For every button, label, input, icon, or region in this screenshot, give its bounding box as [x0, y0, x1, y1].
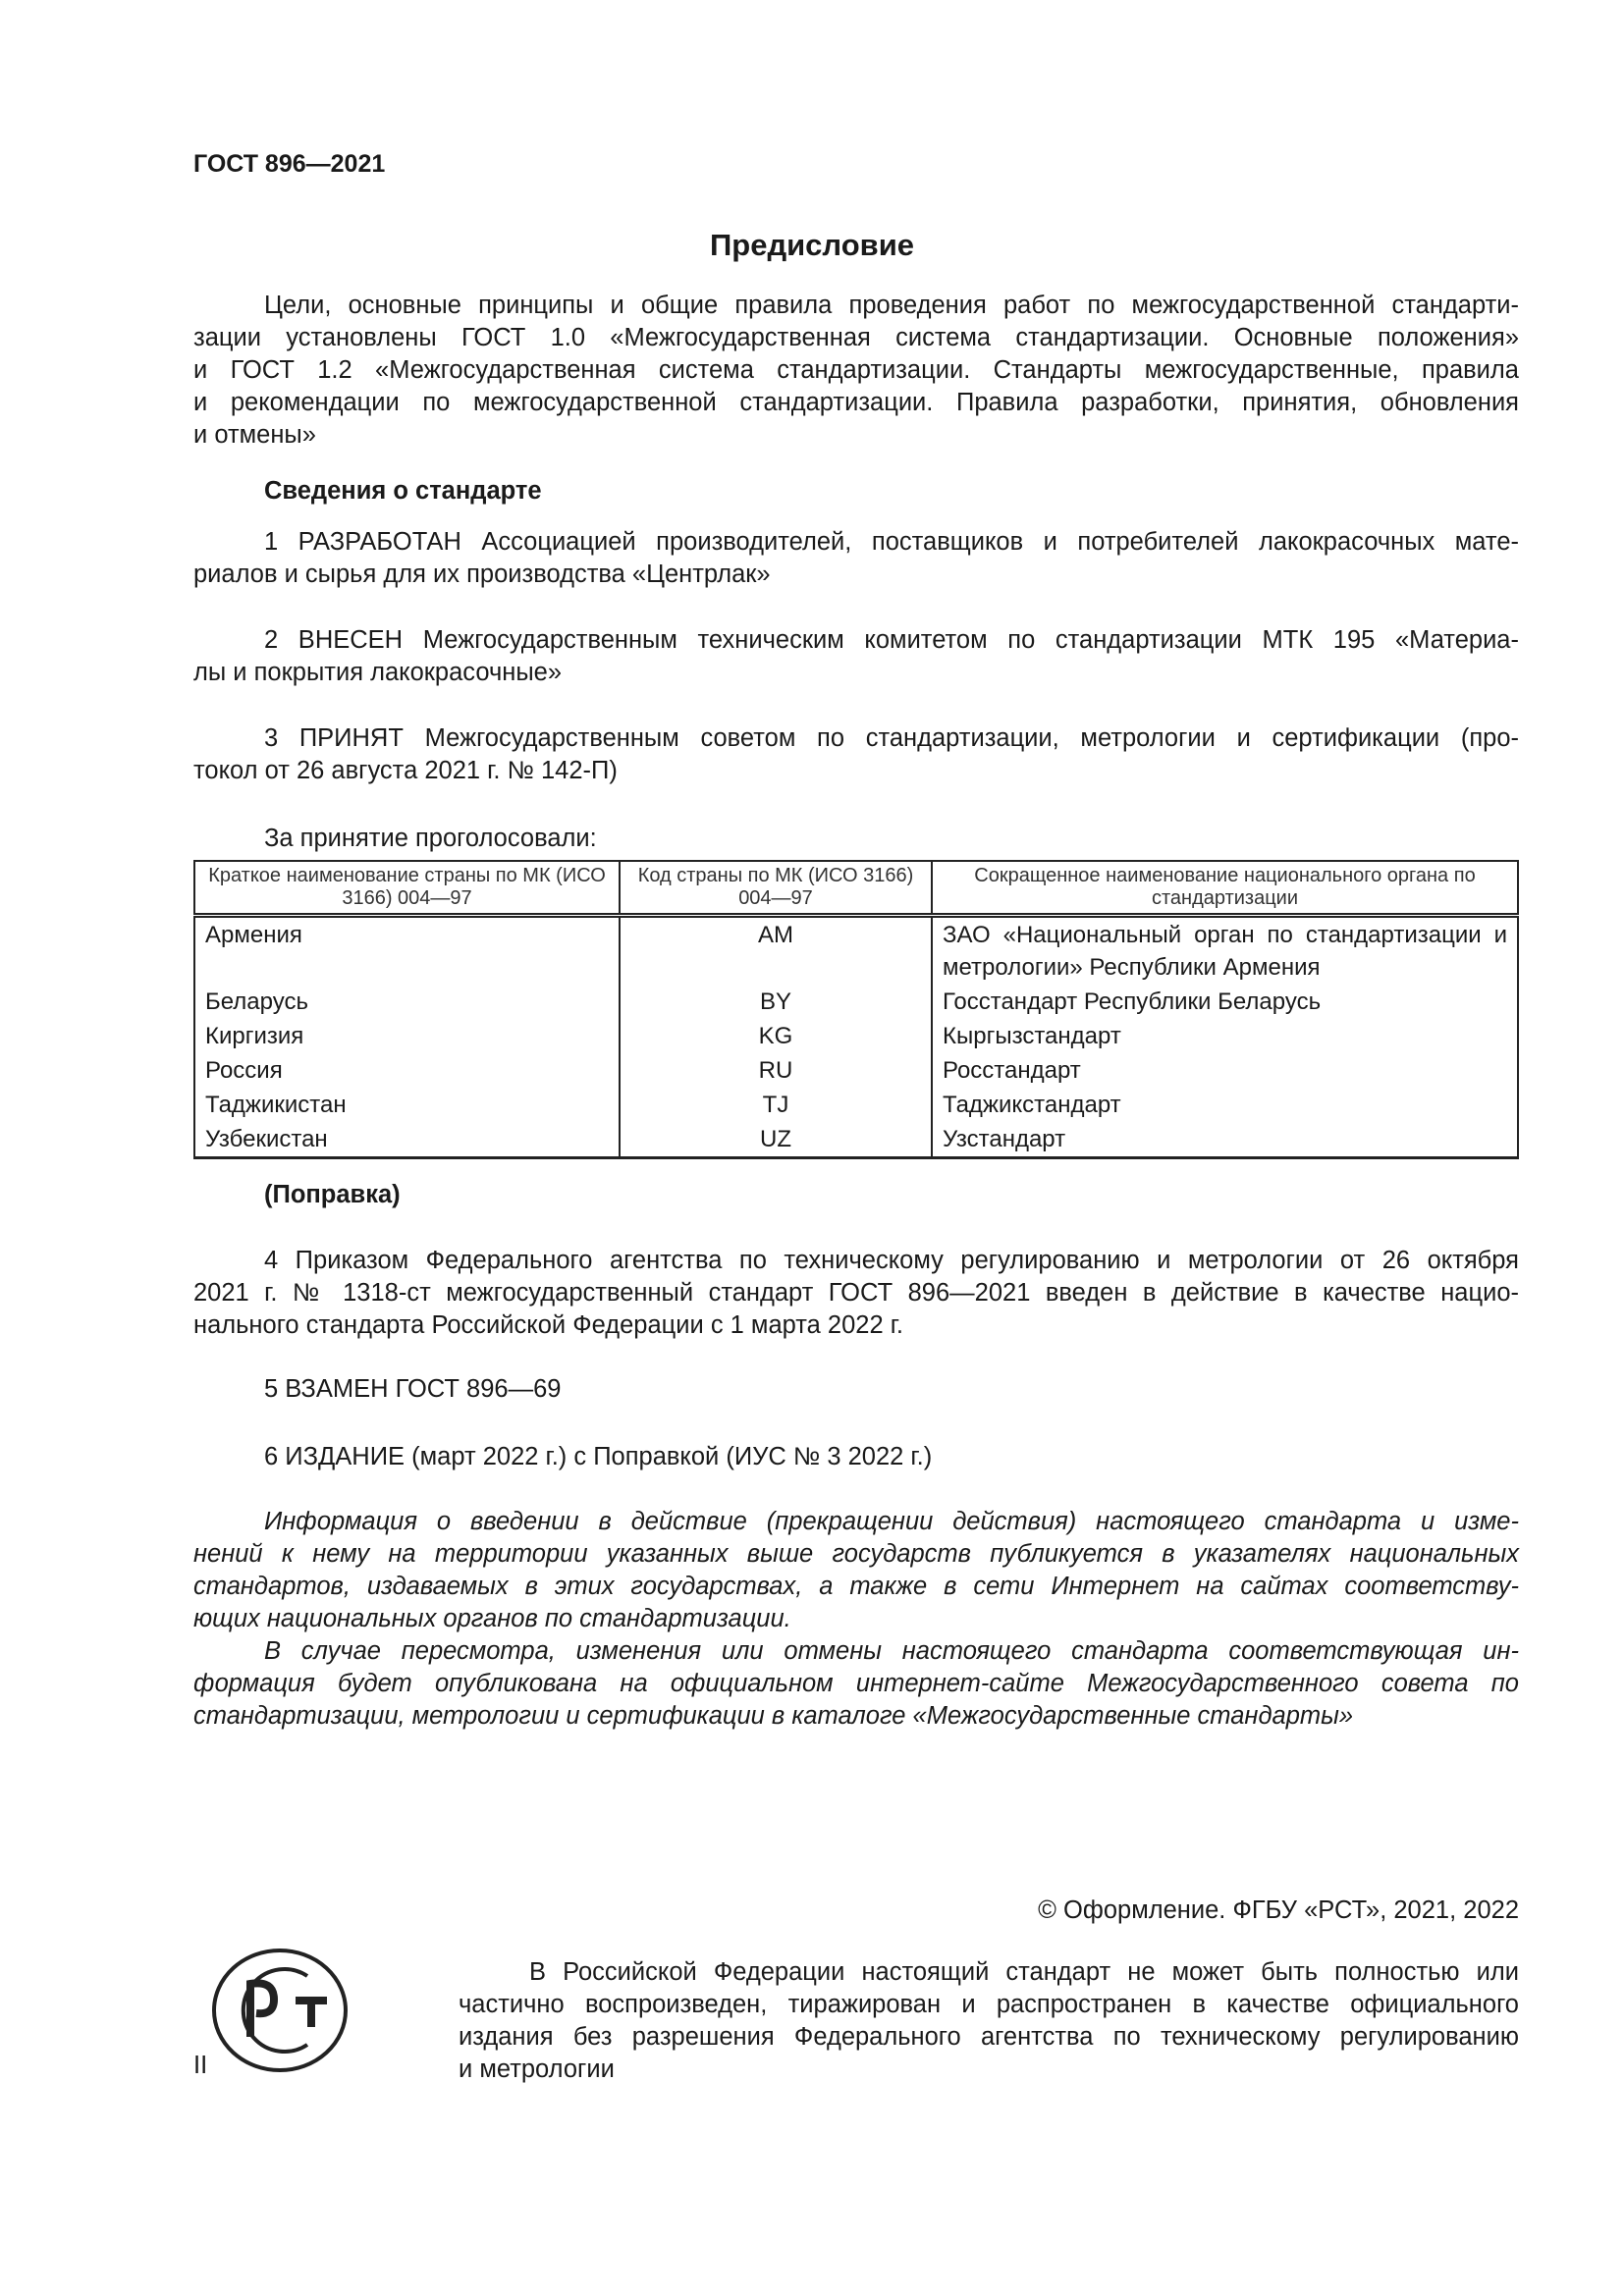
text-line: риалов и сырья для их производства «Центрлак»	[193, 561, 771, 588]
text-line: 1 РАЗРАБОТАН Ассоциацией производителей, поставщиков и потребителей лакокрасочных мате-	[264, 528, 1519, 556]
page-number: II	[193, 2052, 208, 2079]
info-heading: Сведения о стандарте	[264, 477, 542, 505]
text-line: 3 ПРИНЯТ Межгосударственным советом по стандартизации, метрологии и сертификации (про-	[264, 724, 1519, 752]
notice-paragraph-2	[193, 1635, 1519, 1733]
item-4	[193, 1245, 1519, 1342]
text-line: зации установлены ГОСТ 1.0 «Межгосударственная система стандартизации. Основные положения»	[193, 324, 1519, 351]
text-line: токол от 26 августа 2021 г. № 142-П)	[193, 757, 618, 784]
intro-paragraph	[193, 290, 1519, 452]
voting-table	[193, 860, 1519, 1159]
cell-authority: ЗАО «Национальный орган по стандартизации и метрологии» Республики Армения	[932, 916, 1518, 986]
cell-country: Таджикистан	[194, 1088, 620, 1122]
text-line: 5 ВЗАМЕН ГОСТ 896—69	[264, 1375, 562, 1403]
table-row	[194, 1088, 1518, 1122]
text-line: В Российской Федерации настоящий стандарт не может быть полностью или	[529, 1958, 1519, 1986]
document-number: ГОСТ 896—2021	[193, 150, 386, 178]
item-3	[193, 722, 1519, 787]
cell-authority: Госстандарт Республики Беларусь	[932, 985, 1518, 1019]
cell-authority: Узстандарт	[932, 1122, 1518, 1158]
text-line: стандартов, издаваемых в этих государствах, а также в сети Интернет на сайтах соответству-	[193, 1573, 1519, 1600]
notice-paragraph-1	[193, 1506, 1519, 1635]
table-row	[194, 1053, 1518, 1088]
text-line: и рекомендации по межгосударственной стандартизации. Правила разработки, принятия, обновления	[193, 389, 1519, 416]
cell-code: RU	[620, 1053, 932, 1088]
text-line: издания без разрешения Федерального агентства по техническому регулированию	[459, 2023, 1519, 2051]
text-line: стандартизации, метрологии и сертификации в каталоге «Межгосударственные стандарты»	[193, 1702, 1354, 1730]
cell-authority: Росстандарт	[932, 1053, 1518, 1088]
rights-notice	[459, 1956, 1519, 2086]
text-line: В случае пересмотра, изменения или отмены настоящего стандарта соответствующая ин-	[264, 1637, 1519, 1665]
table-row	[194, 1019, 1518, 1053]
cell-country: Россия	[194, 1053, 620, 1088]
cell-code: KG	[620, 1019, 932, 1053]
column-header-code: Код страны по МК (ИСО 3166) 004—97	[620, 861, 932, 916]
text-line: 2021 г. № 1318-ст межгосударственный стандарт ГОСТ 896—2021 введен в действие в качестве нацио-	[193, 1279, 1519, 1307]
text-line: 4 Приказом Федерального агентства по техническому регулированию и метрологии от 26 октября	[264, 1247, 1519, 1274]
item-5	[193, 1373, 1519, 1406]
text-line: нального стандарта Российской Федерации с 1 марта 2022 г.	[193, 1311, 904, 1339]
cell-code: UZ	[620, 1122, 932, 1158]
cell-country: Армения	[194, 916, 620, 986]
table-row	[194, 916, 1518, 986]
text-line: Цели, основные принципы и общие правила проведения работ по межгосударственной стандарти-	[264, 292, 1519, 319]
text-line: лы и покрытия лакокрасочные»	[193, 659, 563, 686]
text-line: формация будет опубликована на официальном интернет-сайте Межгосударственного совета по	[193, 1670, 1519, 1697]
amendment-heading: (Поправка)	[264, 1181, 401, 1208]
text-line: Информация о введении в действие (прекращении действия) настоящего стандарта и изме-	[264, 1508, 1519, 1535]
column-header-authority: Сокращенное наименование национального органа по стандартизации	[932, 861, 1518, 916]
rst-logo-icon	[211, 1947, 349, 2074]
cell-country: Беларусь	[194, 985, 620, 1019]
text-line: и отмены»	[193, 421, 316, 449]
item-6	[193, 1441, 1519, 1473]
cell-code: AM	[620, 916, 932, 986]
text-line: ющих национальных органов по стандартизации.	[193, 1605, 791, 1632]
text-line: нений к нему на территории указанных выше государств публикуется в указателях национальных	[193, 1540, 1519, 1568]
column-header-country: Краткое наименование страны по МК (ИСО 3166) 004—97	[194, 861, 620, 916]
table-header-row	[194, 861, 1518, 916]
page-title: Предисловие	[709, 228, 914, 262]
item-1	[193, 526, 1519, 591]
text-line: 6 ИЗДАНИЕ (март 2022 г.) с Поправкой (ИУС № 3 2022 г.)	[264, 1443, 933, 1470]
text-line: 2 ВНЕСЕН Межгосударственным техническим комитетом по стандартизации МТК 195 «Материа-	[264, 626, 1519, 654]
item-2	[193, 624, 1519, 689]
vote-label: За принятие проголосовали:	[264, 825, 597, 852]
cell-country: Узбекистан	[194, 1122, 620, 1158]
cell-country: Киргизия	[194, 1019, 620, 1053]
table-row	[194, 985, 1518, 1019]
text-line: частично воспроизведен, тиражирован и распространен в качестве официального	[459, 1991, 1519, 2018]
cell-code: TJ	[620, 1088, 932, 1122]
text-line: и метрологии	[459, 2056, 615, 2083]
cell-authority: Кыргызстандарт	[932, 1019, 1518, 1053]
table-row	[194, 1122, 1518, 1158]
text-line: и ГОСТ 1.2 «Межгосударственная система стандартизации. Стандарты межгосударственные, правила	[193, 356, 1519, 384]
copyright: © Оформление. ФГБУ «РСТ», 2021, 2022	[1038, 1896, 1519, 1924]
cell-authority: Таджикстандарт	[932, 1088, 1518, 1122]
cell-code: BY	[620, 985, 932, 1019]
